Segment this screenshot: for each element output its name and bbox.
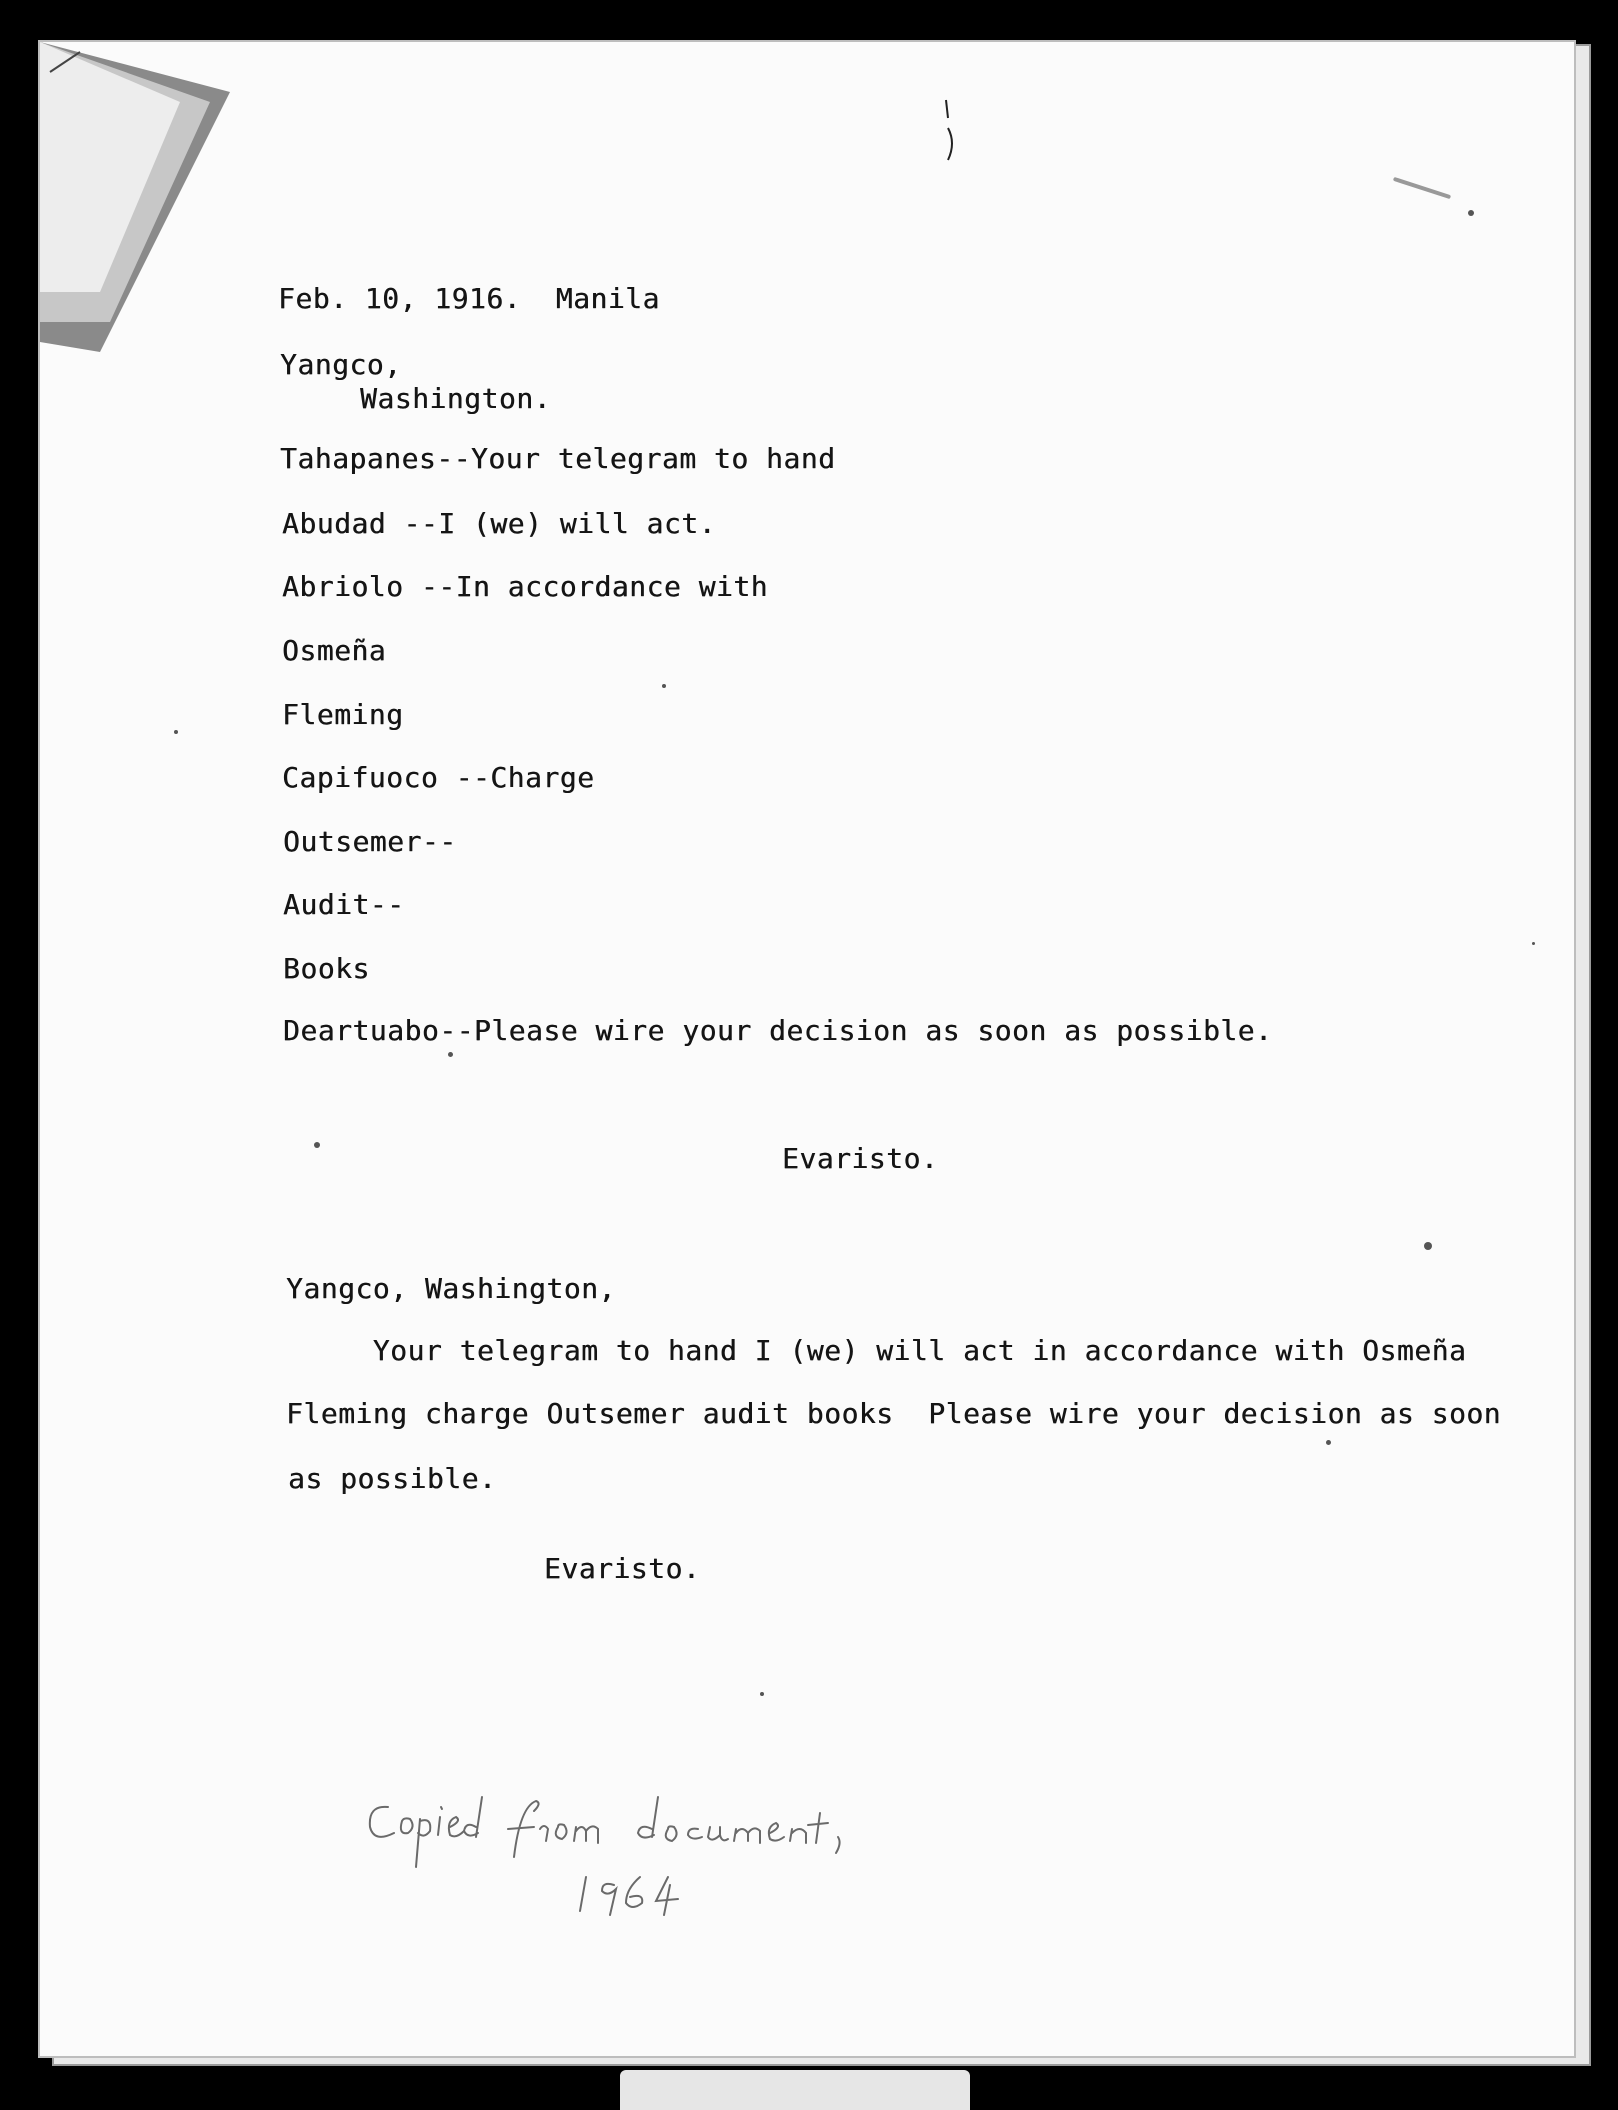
addressee-name: Yangco, — [280, 348, 402, 381]
code-line: Books — [283, 952, 370, 985]
scan-speck — [1532, 942, 1535, 945]
code-line: Deartuabo--Please wire your decision as soon as possible. — [283, 1014, 1273, 1047]
scan-speck — [1326, 1440, 1331, 1445]
scan-speck — [314, 1142, 320, 1148]
document-page — [38, 40, 1576, 2058]
scan-speck — [174, 730, 178, 734]
addressee-place: Washington. — [360, 382, 551, 415]
code-line: Osmeña — [282, 634, 387, 667]
page-curl — [40, 42, 270, 362]
stray-mark — [942, 98, 962, 168]
decoded-body-line: as possible. — [288, 1462, 497, 1495]
scan-speck — [1393, 177, 1451, 199]
decoded-body-line: Your telegram to hand I (we) will act in accordance with Osmeña — [286, 1334, 1467, 1367]
scan-speck — [1424, 1242, 1432, 1250]
scan-speck — [662, 684, 666, 688]
signature-coded: Evaristo. — [782, 1142, 939, 1175]
code-line: Outsemer-- — [283, 825, 457, 858]
archival-tab — [620, 2070, 970, 2110]
decoded-addressee: Yangco, Washington, — [286, 1272, 616, 1305]
dateline: Feb. 10, 1916. Manila — [278, 282, 660, 315]
decoded-body-line: Fleming charge Outsemer audit books Please wire your decision as soon — [286, 1397, 1502, 1430]
scan-speck — [448, 1052, 453, 1057]
signature-decoded: Evaristo. — [544, 1552, 701, 1585]
code-line: Abriolo --In accordance with — [282, 570, 769, 603]
handwritten-note — [358, 1777, 878, 1927]
code-line: Fleming — [282, 698, 404, 731]
scan-speck — [760, 1692, 764, 1696]
code-line: Abudad --I (we) will act. — [282, 507, 716, 540]
code-line: Audit-- — [283, 888, 405, 921]
code-line: Tahapanes--Your telegram to hand — [280, 442, 836, 475]
code-line: Capifuoco --Charge — [282, 761, 595, 794]
scan-speck — [1468, 210, 1474, 216]
